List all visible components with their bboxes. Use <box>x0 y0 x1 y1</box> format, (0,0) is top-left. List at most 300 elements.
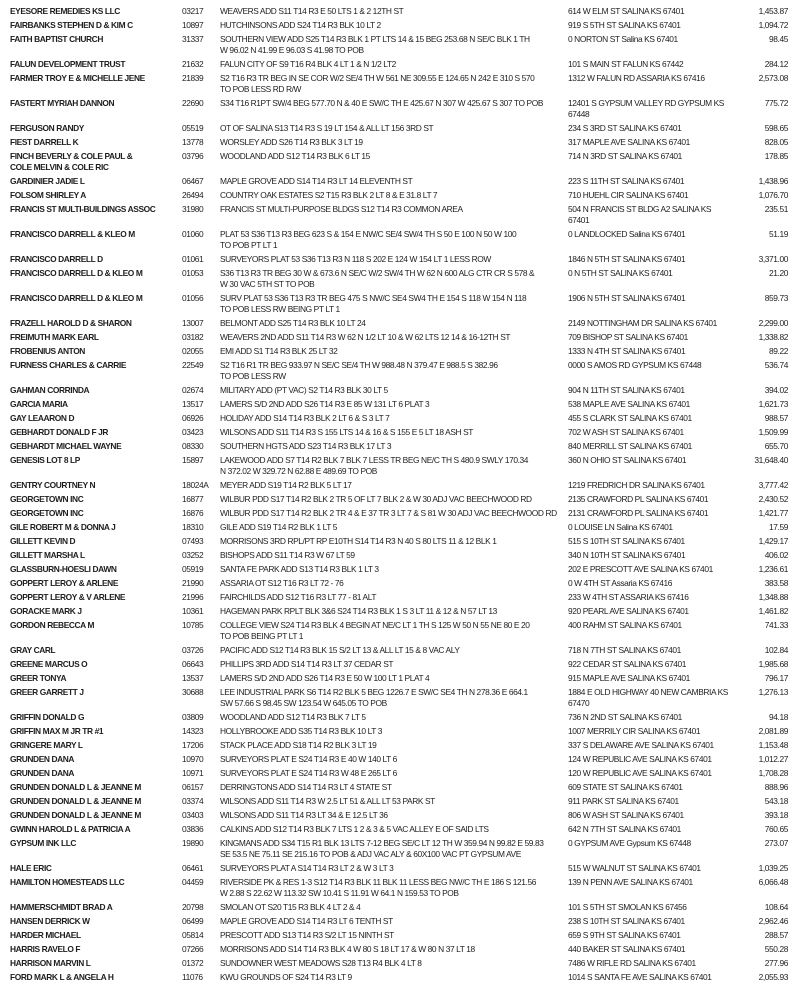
property-address <box>568 98 734 120</box>
legal-description-line: FALUN CITY OF S9 T16 R4 BLK 4 LT 1 & N 1/2 LT2 <box>220 58 396 69</box>
property-address <box>568 972 734 983</box>
table-row <box>0 506 790 520</box>
owner-name-line: GRIFFIN DONALD G <box>10 711 85 722</box>
legal-description <box>220 254 566 265</box>
owner-name <box>10 137 180 148</box>
owner-name-line: GRUNDEN DONALD L & JEANNE M <box>10 795 141 806</box>
table-row <box>0 453 790 478</box>
tax-amount: 543.18 <box>764 795 788 806</box>
legal-description-line: COUNTRY OAK ESTATES S2 T15 R3 BLK 2 LT 8 & E 31.8 LT 7 <box>220 189 438 200</box>
table-row <box>0 135 790 149</box>
legal-description-line: KINGMANS ADD S34 T15 R1 BLK 13 LTS 7-12 BEG SE/C LT 12 TH W 359.94 N 99.82 E 59.83 <box>220 837 544 848</box>
property-address <box>568 782 734 793</box>
legal-description-line: WILBUR PDD S17 T14 R2 BLK 2 TR 4 & E 37 TR 3 LT 7 & S 81 W 30 ADJ VAC BEECHWOOD RD <box>220 507 557 518</box>
tax-amount: 3,371.00 <box>758 253 788 264</box>
parcel-id: 03403 <box>182 809 204 820</box>
property-address-line: 922 CEDAR ST SALINA KS 67401 <box>568 658 687 669</box>
table-row <box>0 875 790 900</box>
property-address-line: 1312 W FALUN RD ASSARIA KS 67416 <box>568 72 705 83</box>
table-row <box>0 766 790 780</box>
parcel-id: 05814 <box>182 929 204 940</box>
owner-name <box>10 768 180 779</box>
property-address-line: 1007 MERRILY CIR SALINA KS 67401 <box>568 725 701 736</box>
owner-name <box>10 550 180 561</box>
owner-name-line: FORD MARK L & ANGELA H <box>10 971 114 982</box>
table-row <box>0 121 790 135</box>
legal-description-line: S2 T16 R3 TR BEG IN SE COR W/2 SE/4 TH W 561 NE 309.55 E 124.65 N 242 E 310 S 570 <box>220 72 535 83</box>
owner-name <box>10 824 180 835</box>
owner-name <box>10 916 180 927</box>
property-address <box>568 123 734 134</box>
parcel-id: 01372 <box>182 957 204 968</box>
parcel-id: 03796 <box>182 150 204 161</box>
legal-description <box>220 578 566 589</box>
legal-description <box>220 123 566 134</box>
property-address-line: 7486 W RIFLE RD SALINA KS 67401 <box>568 957 696 968</box>
legal-description <box>220 318 566 329</box>
owner-name-line: GRINGERE MARY L <box>10 739 83 750</box>
owner-name-line: GRIFFIN MAX M JR TR #1 <box>10 725 104 736</box>
property-address <box>568 522 734 533</box>
owner-name-line: GLASSBURN-HOESLI DAWN <box>10 563 117 574</box>
owner-name-line: FINCH BEVERLY & COLE PAUL & <box>10 150 133 161</box>
owner-name <box>10 332 180 343</box>
legal-description <box>220 494 566 505</box>
legal-description-line: SMOLAN OT S20 T15 R3 BLK 4 LT 2 & 4 <box>220 901 361 912</box>
legal-description-line: WILSONS ADD S11 T14 R3 W 2.5 LT 51 & ALL LT 53 PARK ST <box>220 795 435 806</box>
tax-amount: 108.64 <box>764 901 788 912</box>
owner-name-line: FASTERT MYRIAH DANNON <box>10 97 115 108</box>
table-row <box>0 914 790 928</box>
table-row <box>0 227 790 252</box>
tax-amount: 3,777.42 <box>758 479 788 490</box>
owner-name <box>10 578 180 589</box>
legal-description-line: S2 T16 R1 TR BEG 933.97 N SE/C SE/4 TH W 988.48 N 379.47 E 988.5 S 382.96 <box>220 359 498 370</box>
property-address-line: 915 MAPLE AVE SALINA KS 67401 <box>568 672 690 683</box>
property-address-line: 911 PARK ST SALINA KS 67401 <box>568 795 679 806</box>
table-row <box>0 18 790 32</box>
tax-amount: 888.96 <box>764 781 788 792</box>
tax-amount: 284.12 <box>764 58 788 69</box>
tax-amount: 98.45 <box>769 33 788 44</box>
owner-name-line: GEORGETOWN INC <box>10 507 84 518</box>
legal-description <box>220 592 566 603</box>
owner-name <box>10 930 180 941</box>
tax-amount: 1,509.99 <box>758 426 788 437</box>
table-row <box>0 724 790 738</box>
owner-name-line: GEBHARDT DONALD F JR <box>10 426 109 437</box>
legal-description-line: S34 T16 R1PT SW/4 BEG 577.70 N & 40 E SW/C TH E 425.67 N 307 W 425.67 S 307 TO POB <box>220 97 544 108</box>
legal-description-line: DERRINGTONS ADD S14 T14 R3 LT 4 STATE ST <box>220 781 392 792</box>
parcel-id: 26494 <box>182 189 204 200</box>
table-row <box>0 252 790 266</box>
property-address <box>568 59 734 70</box>
property-address-line: 202 E PRESCOTT AVE SALINA KS 67401 <box>568 563 713 574</box>
tax-amount: 17.59 <box>769 521 788 532</box>
property-address-line: 0 W 4TH ST Assaria KS 67416 <box>568 577 673 588</box>
owner-name-line: FREIMUTH MARK EARL <box>10 331 99 342</box>
table-row <box>0 149 790 174</box>
property-address-line: 806 W ASH ST SALINA KS 67401 <box>568 809 684 820</box>
property-address-line: 0 LANDLOCKED Salina KS 67401 <box>568 228 686 239</box>
table-row <box>0 900 790 914</box>
legal-description <box>220 229 566 251</box>
owner-name <box>10 712 180 723</box>
parcel-id: 16877 <box>182 493 204 504</box>
property-address-line: 455 S CLARK ST SALINA KS 67401 <box>568 412 692 423</box>
legal-description-line: SURVEYORS PLAT A S14 T14 R3 LT 2 & W 3 LT 3 <box>220 862 394 873</box>
property-address <box>568 578 734 589</box>
tax-amount: 1,348.88 <box>758 591 788 602</box>
legal-description <box>220 413 566 424</box>
owner-name-line: HARRISON MARVIN L <box>10 957 91 968</box>
legal-description <box>220 687 566 709</box>
tax-amount: 1,076.70 <box>758 189 788 200</box>
legal-description <box>220 958 566 969</box>
property-address-line: 400 RAHM ST SALINA KS 67401 <box>568 619 682 630</box>
legal-description <box>220 645 566 656</box>
property-address <box>568 673 734 684</box>
tax-amount: 393.18 <box>764 809 788 820</box>
tax-amount: 2,299.00 <box>758 317 788 328</box>
owner-name <box>10 536 180 547</box>
legal-description <box>220 754 566 765</box>
owner-name-line: FARMER TROY E & MICHELLE JENE <box>10 72 145 83</box>
legal-description-line: SE 53.5 NE 75.11 SE 215.16 TO POB & ADJ VAC ALY & 60X100 VAC PT GYPSUM AVE <box>220 848 521 859</box>
legal-description-line: CALKINS ADD S12 T14 R3 BLK 7 LTS 1 2 & 3 & 5 VAC ALLEY E OF SAID LTS <box>220 823 489 834</box>
property-address-line: 736 N 2ND ST SALINA KS 67401 <box>568 711 682 722</box>
property-address <box>568 645 734 656</box>
table-row <box>0 534 790 548</box>
property-address <box>568 930 734 941</box>
tax-amount: 94.18 <box>769 711 788 722</box>
owner-name <box>10 944 180 955</box>
owner-name <box>10 455 180 477</box>
legal-description <box>220 6 566 17</box>
property-address <box>568 399 734 410</box>
owner-name <box>10 810 180 821</box>
legal-description <box>220 930 566 941</box>
parcel-id: 06643 <box>182 658 204 669</box>
owner-name-line: GREENE MARCUS O <box>10 658 88 669</box>
legal-description-line: LAMERS S/D 2ND ADD S26 T14 R3 E 50 W 100 LT 1 PLAT 4 <box>220 672 430 683</box>
property-address <box>568 268 734 290</box>
property-address-line: 2135 CRAWFORD PL SALINA KS 67401 <box>568 493 709 504</box>
legal-description-line: BISHOPS ADD S11 T14 R3 W 67 LT 59 <box>220 549 355 560</box>
tax-amount: 2,573.08 <box>758 72 788 83</box>
property-address-line: 440 BAKER ST SALINA KS 67401 <box>568 943 686 954</box>
owner-name <box>10 427 180 438</box>
property-address <box>568 360 734 382</box>
property-address <box>568 902 734 913</box>
owner-name <box>10 360 180 382</box>
property-address-line: 0 LOUISE LN Salina KS 67401 <box>568 521 673 532</box>
property-address <box>568 176 734 187</box>
legal-description <box>220 332 566 343</box>
legal-description <box>220 944 566 955</box>
property-address-line: 12401 S GYPSUM VALLEY RD GYPSUM KS <box>568 97 724 108</box>
property-address <box>568 151 734 173</box>
legal-description-line: PHILLIPS 3RD ADD S14 T14 R3 LT 37 CEDAR ST <box>220 658 394 669</box>
table-row <box>0 590 790 604</box>
legal-description <box>220 34 566 56</box>
legal-description <box>220 427 566 438</box>
property-address <box>568 659 734 670</box>
owner-name <box>10 441 180 452</box>
tax-amount: 598.65 <box>764 122 788 133</box>
tax-amount: 178.85 <box>764 150 788 161</box>
tax-amount: 21.20 <box>769 267 788 278</box>
legal-description <box>220 268 566 290</box>
property-address-line: 1333 N 4TH ST SALINA KS 67401 <box>568 345 686 356</box>
tax-amount: 988.57 <box>764 412 788 423</box>
property-address <box>568 20 734 31</box>
parcel-id: 05919 <box>182 563 204 574</box>
table-row <box>0 316 790 330</box>
parcel-id: 10785 <box>182 619 204 630</box>
tax-amount: 1,429.17 <box>758 535 788 546</box>
legal-description-line: MILITARY ADD (PT VAC) S2 T14 R3 BLK 30 LT 5 <box>220 384 388 395</box>
parcel-id: 01056 <box>182 292 204 303</box>
parcel-id: 03809 <box>182 711 204 722</box>
parcel-id: 21990 <box>182 577 204 588</box>
table-row <box>0 548 790 562</box>
property-address <box>568 564 734 575</box>
tax-amount: 2,962.46 <box>758 915 788 926</box>
legal-description <box>220 740 566 751</box>
table-row <box>0 685 790 710</box>
property-address <box>568 346 734 357</box>
property-address-line: 124 W REPUBLIC AVE SALINA KS 67401 <box>568 753 712 764</box>
legal-description <box>220 385 566 396</box>
tax-amount: 1,012.27 <box>758 753 788 764</box>
legal-description <box>220 824 566 835</box>
parcel-id: 13537 <box>182 672 204 683</box>
tax-amount: 1,985.68 <box>758 658 788 669</box>
property-address <box>568 480 734 491</box>
property-address-line: 919 S 5TH ST SALINA KS 67401 <box>568 19 681 30</box>
property-address-line: 337 S DELAWARE AVE SALINA KS 67401 <box>568 739 714 750</box>
owner-name <box>10 346 180 357</box>
legal-description-line: SUNDOWNER WEST MEADOWS S28 T13 R4 BLK 4 LT 8 <box>220 957 422 968</box>
owner-name-line: GOPPERT LEROY & V ARLENE <box>10 591 126 602</box>
tax-amount: 859.73 <box>764 292 788 303</box>
table-row <box>0 4 790 18</box>
owner-name <box>10 59 180 70</box>
owner-name <box>10 673 180 684</box>
owner-name-line: GENESIS LOT 8 LP <box>10 454 80 465</box>
property-address <box>568 413 734 424</box>
table-row <box>0 780 790 794</box>
tax-amount: 383.58 <box>764 577 788 588</box>
legal-description-line: W 96.02 N 41.99 E 96.03 S 41.98 TO POB <box>220 44 364 55</box>
legal-description <box>220 550 566 561</box>
table-row <box>0 562 790 576</box>
owner-name <box>10 796 180 807</box>
table-row <box>0 928 790 942</box>
table-row <box>0 188 790 202</box>
legal-description <box>220 726 566 737</box>
parcel-id: 11076 <box>182 971 203 982</box>
parcel-id: 03836 <box>182 823 204 834</box>
parcel-id: 31337 <box>182 33 204 44</box>
owner-name-line: GREER GARRETT J <box>10 686 84 697</box>
legal-description-line: COLLEGE VIEW S24 T14 R3 BLK 4 BEGIN AT NE/C LT 1 TH S 125 W 50 N 55 NE 80 E 20 <box>220 619 530 630</box>
owner-name-line: FRAZELL HAROLD D & SHARON <box>10 317 132 328</box>
tax-amount: 1,094.72 <box>758 19 788 30</box>
tax-amount: 288.57 <box>764 929 788 940</box>
property-address <box>568 6 734 17</box>
legal-description-line: SURVEYORS PLAT E S24 T14 R3 W 48 E 265 LT 6 <box>220 767 397 778</box>
owner-name <box>10 399 180 410</box>
owner-name <box>10 123 180 134</box>
legal-description-line: PRESCOTT ADD S13 T14 R3 S/2 LT 15 NINTH ST <box>220 929 394 940</box>
legal-description-line: WEAVERS ADD S11 T14 R3 E 50 LTS 1 & 2 12TH ST <box>220 5 404 16</box>
property-address <box>568 606 734 617</box>
legal-description <box>220 877 566 899</box>
legal-description-line: MAPLE GROVE ADD S14 T14 R3 LT 6 TENTH ST <box>220 915 393 926</box>
property-address-line: 2149 NOTTINGHAM DR SALINA KS 67401 <box>568 317 717 328</box>
property-address-line: 515 S 10TH ST SALINA KS 67401 <box>568 535 685 546</box>
legal-description <box>220 73 566 95</box>
legal-description <box>220 59 566 70</box>
parcel-id: 03374 <box>182 795 204 806</box>
legal-description <box>220 455 566 477</box>
owner-name-line: COLE MELVIN & COLE RIC <box>10 161 109 172</box>
owner-name-line: HARRIS RAVELO F <box>10 943 81 954</box>
property-address-line: 1846 N 5TH ST SALINA KS 67401 <box>568 253 686 264</box>
legal-description-line: TO POB LESS RW <box>220 370 286 381</box>
tax-amount: 2,055.93 <box>758 971 788 982</box>
legal-description-line: PACIFIC ADD S12 T14 R3 BLK 15 S/2 LT 13 & ALL LT 15 & 8 VAC ALY <box>220 644 460 655</box>
property-address <box>568 810 734 821</box>
tax-amount: 760.65 <box>764 823 788 834</box>
owner-name-line: HARDER MICHAEL <box>10 929 81 940</box>
tax-amount: 1,438.96 <box>758 175 788 186</box>
property-address <box>568 427 734 438</box>
legal-description <box>220 20 566 31</box>
property-address-line: 67448 <box>568 108 590 119</box>
legal-description-line: TO POB BEING PT LT 1 <box>220 630 304 641</box>
table-row <box>0 861 790 875</box>
table-row <box>0 32 790 57</box>
legal-description <box>220 768 566 779</box>
property-address-line: 234 S 3RD ST SALINA KS 67401 <box>568 122 682 133</box>
property-address <box>568 318 734 329</box>
property-address-line: 101 S MAIN ST FALUN KS 67442 <box>568 58 684 69</box>
property-address <box>568 687 734 709</box>
tax-amount: 235.51 <box>764 203 788 214</box>
owner-name <box>10 902 180 913</box>
legal-description <box>220 137 566 148</box>
parcel-id: 16876 <box>182 507 204 518</box>
table-row <box>0 956 790 970</box>
property-address <box>568 944 734 955</box>
property-address-line: 702 W ASH ST SALINA KS 67401 <box>568 426 684 437</box>
property-address <box>568 494 734 505</box>
owner-name-line: GILE ROBERT M & DONNA J <box>10 521 116 532</box>
legal-description-line: SURVEYORS PLAT E S24 T14 R3 E 40 W 140 LT 6 <box>220 753 397 764</box>
owner-name <box>10 958 180 969</box>
parcel-id: 03182 <box>182 331 204 342</box>
legal-description <box>220 441 566 452</box>
legal-description-line: HOLLYBROOKE ADD S35 T14 R3 BLK 10 LT 3 <box>220 725 383 736</box>
owner-name <box>10 659 180 670</box>
owner-name <box>10 877 180 899</box>
property-address-line: 101 S 5TH ST SMOLAN KS 67456 <box>568 901 687 912</box>
property-address-line: 340 N 10TH ST SALINA KS 67401 <box>568 549 686 560</box>
parcel-id: 06461 <box>182 862 204 873</box>
legal-description <box>220 606 566 617</box>
legal-description-line: MEYER ADD S19 T14 R2 BLK 5 LT 17 <box>220 479 352 490</box>
table-row <box>0 752 790 766</box>
property-address <box>568 754 734 765</box>
owner-name-line: HAMILTON HOMESTEADS LLC <box>10 876 125 887</box>
property-address-line: 317 MAPLE AVE SALINA KS 67401 <box>568 136 690 147</box>
property-address <box>568 455 734 477</box>
tax-amount: 2,430.52 <box>758 493 788 504</box>
table-row <box>0 822 790 836</box>
tax-amount: 1,421.77 <box>758 507 788 518</box>
table-row <box>0 836 790 861</box>
table-row <box>0 738 790 752</box>
property-address <box>568 620 734 642</box>
owner-name <box>10 6 180 17</box>
property-address-line: 718 N 7TH ST SALINA KS 67401 <box>568 644 681 655</box>
parcel-id: 18024A <box>182 479 209 490</box>
legal-description-line: ASSARIA OT S12 T16 R3 LT 72 - 76 <box>220 577 344 588</box>
table-row <box>0 794 790 808</box>
table-row <box>0 425 790 439</box>
owner-name-line: FIEST DARRELL K <box>10 136 79 147</box>
legal-description <box>220 522 566 533</box>
property-address-line: 1014 S SANTA FE AVE SALINA KS 67401 <box>568 971 712 982</box>
tax-amount: 51.19 <box>769 228 788 239</box>
legal-description <box>220 190 566 201</box>
owner-name <box>10 687 180 709</box>
owner-name-line: FOLSOM SHIRLEY A <box>10 189 86 200</box>
owner-name <box>10 413 180 424</box>
parcel-id: 10361 <box>182 605 204 616</box>
parcel-id: 04459 <box>182 876 204 887</box>
owner-name-line: FAITH BAPTIST CHURCH <box>10 33 103 44</box>
parcel-id: 21996 <box>182 591 204 602</box>
legal-description <box>220 712 566 723</box>
tax-amount: 1,461.82 <box>758 605 788 616</box>
owner-name <box>10 293 180 315</box>
legal-description-line: MAPLE GROVE ADD S14 T14 R3 LT 14 ELEVENTH ST <box>220 175 413 186</box>
legal-description <box>220 151 566 173</box>
owner-name <box>10 204 180 226</box>
table-row <box>0 358 790 383</box>
legal-description <box>220 782 566 793</box>
property-address-line: 238 S 10TH ST SALINA KS 67401 <box>568 915 685 926</box>
owner-name <box>10 254 180 265</box>
tax-amount: 394.02 <box>764 384 788 395</box>
table-row <box>0 202 790 227</box>
legal-description-line: FAIRCHILDS ADD S12 T16 R3 LT 77 - 81 ALT <box>220 591 377 602</box>
legal-description <box>220 176 566 187</box>
property-address-line: 659 S 9TH ST SALINA KS 67401 <box>568 929 681 940</box>
legal-description <box>220 536 566 547</box>
parcel-id: 07493 <box>182 535 204 546</box>
property-address <box>568 740 734 751</box>
legal-description-line: OT OF SALINA S13 T14 R3 S 19 LT 154 & ALL LT 156 3RD ST <box>220 122 434 133</box>
legal-description-line: N 372.02 W 329.72 N 62.88 E 489.69 TO POB <box>220 465 377 476</box>
property-address <box>568 712 734 723</box>
owner-name <box>10 863 180 874</box>
legal-description-line: WEAVERS 2ND ADD S11 T14 R3 W 62 N 1/2 LT 10 & W 62 LTS 12 14 & 16-12TH ST <box>220 331 511 342</box>
